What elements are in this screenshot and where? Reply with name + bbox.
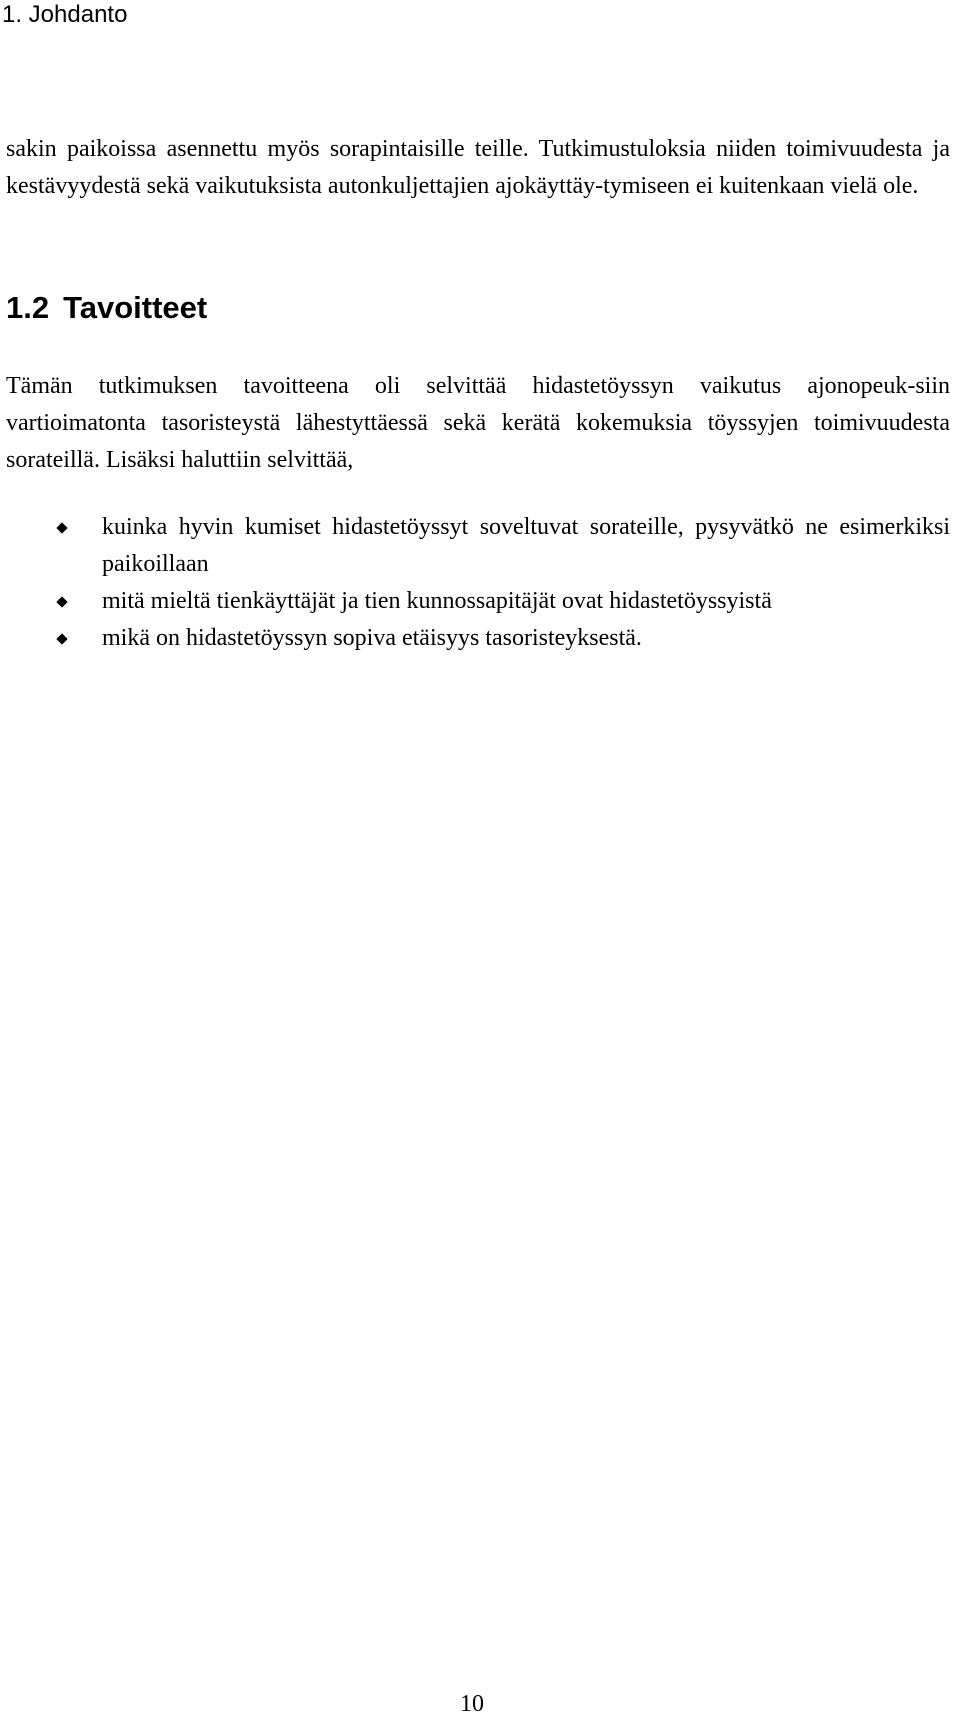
intro-paragraph: sakin paikoissa asennettu myös sorapintaisille teille. Tutkimustuloksia niiden toimivuudesta ja kestävyydestä sekä vaikutuksista autonkuljettajien ajokäyttäy-tymiseen ei kuitenkaan vielä ole. bbox=[6, 136, 950, 199]
objectives-paragraph: Tämän tutkimuksen tavoitteena oli selvittää hidastetöyssyn vaikutus ajonopeuk-siin vartioimatonta tasoristeystä lähestyttäessä sekä kerätä kokemuksia töyssyjen toimivuudesta sorateillä. Lisäksi haluttiin selvittää, bbox=[6, 373, 950, 473]
objectives-list bbox=[0, 509, 950, 657]
diamond-bullet-icon bbox=[56, 596, 67, 607]
list-item bbox=[0, 509, 950, 583]
diamond-bullet-icon bbox=[56, 522, 67, 533]
section-heading bbox=[6, 289, 207, 327]
section-title: Tavoitteet bbox=[63, 290, 208, 325]
page-number: 10 bbox=[460, 1691, 484, 1717]
section-number: 1.2 bbox=[6, 290, 50, 325]
list-item bbox=[0, 620, 950, 657]
list-item-text: mikä on hidastetöyssyn sopiva etäisyys tasoristeyksestä. bbox=[102, 625, 642, 651]
diamond-bullet-icon bbox=[56, 633, 67, 644]
list-item-text: mitä mieltä tienkäyttäjät ja tien kunnossapitäjät ovat hidastetöyssyistä bbox=[102, 588, 772, 614]
list-item-text: kuinka hyvin kumiset hidastetöyssyt soveltuvat sorateille, pysyvätkö ne esimerkiksi paikoillaan bbox=[102, 514, 950, 577]
list-item bbox=[0, 583, 950, 620]
running-header: 1. Johdanto bbox=[2, 1, 128, 28]
